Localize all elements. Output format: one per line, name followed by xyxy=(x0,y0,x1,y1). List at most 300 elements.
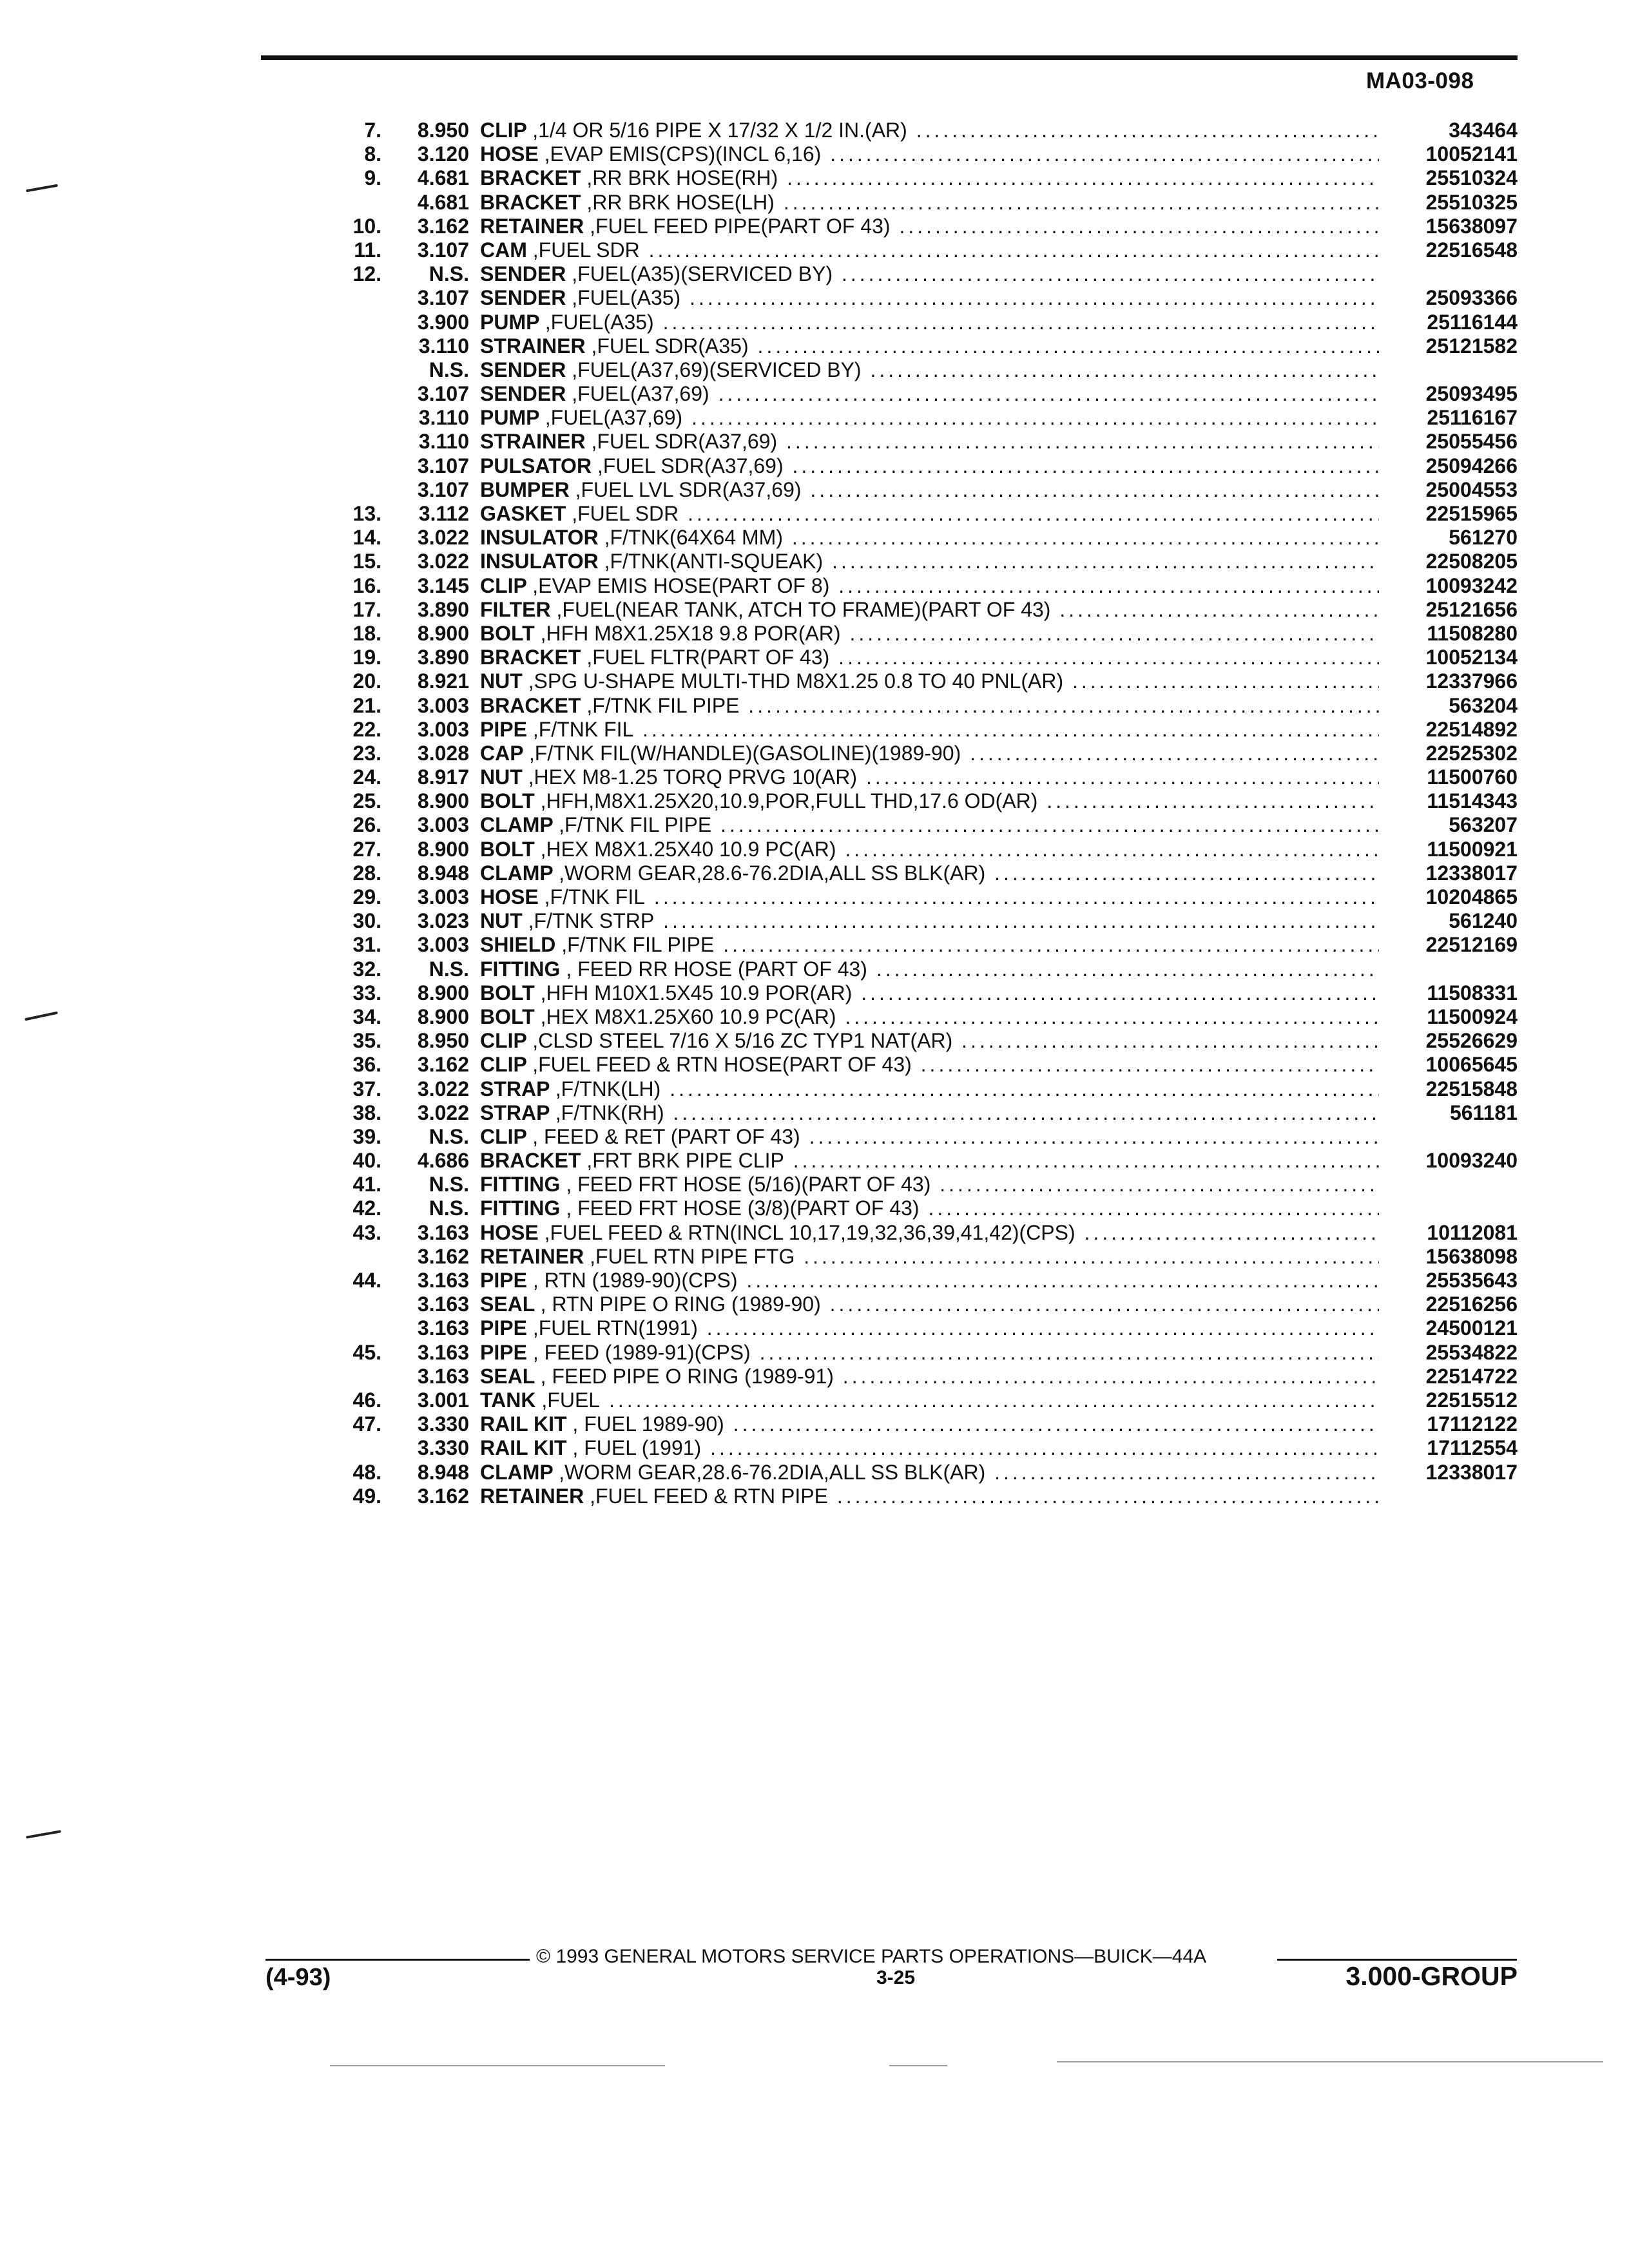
part-row xyxy=(0,694,1629,718)
group-number: 3.003 xyxy=(417,813,469,837)
part-name: STRAP xyxy=(480,1100,550,1124)
part-name: BOLT xyxy=(480,1004,535,1028)
part-description xyxy=(480,1316,1379,1340)
part-description xyxy=(480,574,1379,598)
part-row xyxy=(0,1293,1629,1316)
group-number: 3.003 xyxy=(417,693,469,717)
part-number: 10093242 xyxy=(1425,573,1518,597)
part-detail: ,FUEL FEED PIPE(PART OF 43) xyxy=(590,214,891,238)
group-number: 3.163 xyxy=(417,1269,469,1292)
item-number: 49. xyxy=(352,1484,381,1508)
part-detail: ,CLSD STEEL 7/16 X 5/16 ZC TYP1 NAT(AR) xyxy=(532,1029,953,1053)
scan-line xyxy=(889,2065,947,2066)
part-number: 11500921 xyxy=(1427,837,1518,861)
group-number: 3.163 xyxy=(417,1293,469,1316)
margin-mark xyxy=(26,1830,61,1838)
part-row xyxy=(0,166,1629,190)
item-number: 11. xyxy=(354,238,381,262)
part-name: SENDER xyxy=(480,382,566,406)
part-name: BOLT xyxy=(480,837,535,861)
part-detail: ,HEX M8X1.25X60 10.9 PC(AR) xyxy=(540,1004,836,1028)
group-number: 8.900 xyxy=(417,1004,469,1028)
part-detail: ,HFH M10X1.5X45 10.9 POR(AR) xyxy=(540,981,853,1004)
part-number: 22515965 xyxy=(1425,502,1518,525)
part-row xyxy=(0,598,1629,622)
item-number: 25. xyxy=(352,789,381,813)
part-name: HOSE xyxy=(480,1220,539,1244)
part-name: FITTING xyxy=(480,957,561,981)
item-number: 37. xyxy=(352,1077,381,1100)
part-description xyxy=(480,119,1379,142)
part-number: 22514892 xyxy=(1425,717,1518,741)
group-number: 8.900 xyxy=(417,837,469,861)
part-detail: ,RR BRK HOSE(RH) xyxy=(586,166,778,190)
part-description xyxy=(480,142,1379,166)
group-number: 4.686 xyxy=(417,1149,469,1173)
part-description xyxy=(480,1269,1379,1293)
part-detail: ,FUEL(A37,69)(SERVICED BY) xyxy=(572,358,862,381)
item-number: 9. xyxy=(364,166,381,190)
part-row xyxy=(0,861,1629,885)
part-number: 25121582 xyxy=(1425,334,1518,358)
part-detail: ,FUEL FEED & RTN HOSE(PART OF 43) xyxy=(532,1053,912,1077)
group-number: 3.107 xyxy=(417,238,469,262)
part-number: 12337966 xyxy=(1425,669,1518,693)
group-number: 3.330 xyxy=(417,1436,469,1460)
part-number: 22512169 xyxy=(1425,933,1518,957)
group-number: 3.110 xyxy=(418,430,469,454)
part-description xyxy=(480,382,1379,406)
group-number: N.S. xyxy=(429,1173,469,1196)
part-description xyxy=(480,1029,1379,1053)
group-number: N.S. xyxy=(429,1124,469,1148)
part-name: INSULATOR xyxy=(480,526,599,550)
item-number: 48. xyxy=(352,1460,381,1484)
part-detail: ,FUEL SDR(A35) xyxy=(591,334,749,358)
group-number: 3.145 xyxy=(417,573,469,597)
group-number: 3.028 xyxy=(417,741,469,765)
part-row xyxy=(0,1149,1629,1173)
part-number: 25526629 xyxy=(1425,1029,1518,1053)
part-row xyxy=(0,1101,1629,1125)
part-row xyxy=(0,334,1629,358)
part-description xyxy=(480,478,1379,502)
part-row xyxy=(0,909,1629,933)
part-description xyxy=(480,430,1379,454)
part-row xyxy=(0,550,1629,573)
part-detail: ,FUEL RTN PIPE FTG xyxy=(590,1244,795,1268)
item-number: 16. xyxy=(352,573,381,597)
part-description xyxy=(480,191,1379,215)
part-detail: ,SPG U-SHAPE MULTI-THD M8X1.25 0.8 TO 40 PNL(AR) xyxy=(528,669,1064,693)
part-number: 22515512 xyxy=(1425,1388,1518,1412)
part-description xyxy=(480,1125,1379,1149)
part-name: BOLT xyxy=(480,789,535,813)
group-number: 3.890 xyxy=(417,597,469,621)
part-name: CLAMP xyxy=(480,813,554,837)
group-number: 3.900 xyxy=(417,310,469,334)
part-description xyxy=(480,286,1379,310)
part-detail: ,FUEL(A37,69) xyxy=(572,382,709,406)
part-detail: ,F/TNK(RH) xyxy=(555,1100,664,1124)
part-row xyxy=(0,1005,1629,1029)
part-row xyxy=(0,718,1629,742)
part-detail: , FEED FRT HOSE (5/16)(PART OF 43) xyxy=(566,1173,931,1196)
part-row xyxy=(0,1029,1629,1053)
part-number: 561270 xyxy=(1449,526,1518,550)
part-name: BRACKET xyxy=(480,1149,581,1173)
group-number: 8.950 xyxy=(417,119,469,142)
part-name: BRACKET xyxy=(480,190,581,214)
part-detail: ,WORM GEAR,28.6-76.2DIA,ALL SS BLK(AR) xyxy=(559,861,986,885)
part-detail: ,F/TNK STRP xyxy=(528,909,655,933)
group-number: 3.163 xyxy=(417,1340,469,1364)
group-number: 3.163 xyxy=(417,1364,469,1388)
part-row xyxy=(0,885,1629,909)
part-number: 10052134 xyxy=(1425,646,1518,669)
part-number: 25093495 xyxy=(1425,382,1518,406)
group-number: 8.948 xyxy=(417,861,469,885)
group-number: 8.921 xyxy=(417,669,469,693)
group-number: 8.950 xyxy=(417,1029,469,1053)
part-name: BRACKET xyxy=(480,166,581,190)
part-name: CAM xyxy=(480,238,527,262)
item-number: 30. xyxy=(352,909,381,933)
group-number: 3.003 xyxy=(417,933,469,957)
item-number: 26. xyxy=(352,813,381,837)
part-number: 22516548 xyxy=(1425,238,1518,262)
part-detail: ,FUEL SDR xyxy=(532,238,640,262)
part-description xyxy=(480,334,1379,358)
part-detail: ,F/TNK(LH) xyxy=(555,1077,661,1100)
part-description xyxy=(480,502,1379,526)
page-number: 3-25 xyxy=(876,1967,916,1988)
item-number: 10. xyxy=(352,214,381,238)
parts-list xyxy=(0,119,1629,1508)
part-description xyxy=(480,933,1379,957)
part-detail: ,FUEL FLTR(PART OF 43) xyxy=(586,646,830,669)
part-number: 10052141 xyxy=(1425,142,1518,166)
part-description xyxy=(480,742,1379,765)
part-row xyxy=(0,1365,1629,1389)
part-name: CLIP xyxy=(480,119,527,142)
part-name: INSULATOR xyxy=(480,550,599,573)
part-name: PUMP xyxy=(480,406,539,430)
part-row xyxy=(0,406,1629,430)
part-detail: ,1/4 OR 5/16 PIPE X 17/32 X 1/2 IN.(AR) xyxy=(532,119,907,142)
part-row xyxy=(0,238,1629,262)
part-description xyxy=(480,598,1379,622)
part-detail: ,FUEL SDR xyxy=(572,502,679,525)
item-number: 21. xyxy=(352,693,381,717)
part-detail: ,FUEL SDR(A37,69) xyxy=(591,430,778,454)
part-name: FITTING xyxy=(480,1196,561,1220)
part-description xyxy=(480,1221,1379,1245)
part-name: STRAINER xyxy=(480,334,586,358)
part-row xyxy=(0,933,1629,957)
group-number: 4.681 xyxy=(417,190,469,214)
part-name: PIPE xyxy=(480,717,527,741)
part-number: 10065645 xyxy=(1425,1053,1518,1077)
part-row xyxy=(0,981,1629,1005)
part-name: NUT xyxy=(480,765,523,789)
group-number: 3.162 xyxy=(417,1484,469,1508)
group-number: N.S. xyxy=(429,957,469,981)
part-row xyxy=(0,789,1629,813)
part-row xyxy=(0,454,1629,478)
item-number: 31. xyxy=(352,933,381,957)
part-row xyxy=(0,1436,1629,1460)
group-number: 3.163 xyxy=(417,1316,469,1340)
group-number: 8.900 xyxy=(417,789,469,813)
group-number: N.S. xyxy=(429,358,469,381)
part-description xyxy=(480,526,1379,550)
footer-rule-left xyxy=(265,1959,530,1961)
part-name: TANK xyxy=(480,1388,536,1412)
part-row xyxy=(0,1173,1629,1196)
part-description xyxy=(480,1461,1379,1485)
part-number: 25093366 xyxy=(1425,286,1518,310)
part-name: PIPE xyxy=(480,1340,527,1364)
part-description xyxy=(480,646,1379,669)
part-row xyxy=(0,262,1629,286)
part-name: CLIP xyxy=(480,1029,527,1053)
part-row xyxy=(0,622,1629,646)
part-detail: ,FRT BRK PIPE CLIP xyxy=(586,1149,784,1173)
part-number: 563204 xyxy=(1449,693,1518,717)
part-row xyxy=(0,574,1629,598)
part-number: 11500760 xyxy=(1427,765,1518,789)
group-number: 3.001 xyxy=(417,1388,469,1412)
part-description xyxy=(480,909,1379,933)
group-number: 3.120 xyxy=(417,142,469,166)
part-row xyxy=(0,142,1629,166)
part-description xyxy=(480,166,1379,190)
part-description xyxy=(480,358,1379,382)
group-number: 3.107 xyxy=(417,454,469,477)
part-description xyxy=(480,861,1379,885)
item-number: 24. xyxy=(352,765,381,789)
part-name: BRACKET xyxy=(480,693,581,717)
part-detail: , FEED (1989-91)(CPS) xyxy=(532,1340,751,1364)
part-row xyxy=(0,502,1629,526)
part-description xyxy=(480,550,1379,573)
part-name: PIPE xyxy=(480,1316,527,1340)
item-number: 39. xyxy=(352,1124,381,1148)
part-row xyxy=(0,1389,1629,1412)
item-number: 43. xyxy=(352,1220,381,1244)
part-detail: , RTN PIPE O RING (1989-90) xyxy=(540,1293,821,1316)
item-number: 42. xyxy=(352,1196,381,1220)
item-number: 27. xyxy=(352,837,381,861)
part-description xyxy=(480,1053,1379,1077)
part-number: 25116144 xyxy=(1427,310,1518,334)
part-description xyxy=(480,406,1379,430)
item-number: 40. xyxy=(352,1149,381,1173)
part-detail: ,F/TNK FIL PIPE xyxy=(561,933,715,957)
part-number: 10093240 xyxy=(1425,1149,1518,1173)
part-detail: ,RR BRK HOSE(LH) xyxy=(586,190,775,214)
part-description xyxy=(480,1293,1379,1316)
part-number: 25004553 xyxy=(1425,477,1518,501)
part-name: CLAMP xyxy=(480,861,554,885)
item-number: 28. xyxy=(352,861,381,885)
part-row xyxy=(0,1196,1629,1220)
part-description xyxy=(480,1389,1379,1412)
part-row xyxy=(0,646,1629,669)
top-rule xyxy=(261,55,1518,60)
group-number: N.S. xyxy=(429,1196,469,1220)
item-number: 41. xyxy=(352,1173,381,1196)
part-detail: ,FUEL(NEAR TANK, ATCH TO FRAME)(PART OF 43) xyxy=(556,597,1051,621)
group-number: N.S. xyxy=(429,262,469,286)
part-name: BOLT xyxy=(480,621,535,645)
part-detail: , RTN (1989-90)(CPS) xyxy=(532,1269,738,1292)
part-name: HOSE xyxy=(480,142,539,166)
part-description xyxy=(480,1485,1379,1508)
part-row xyxy=(0,382,1629,406)
part-row xyxy=(0,1077,1629,1101)
part-detail: ,F/TNK FIL PIPE xyxy=(559,813,712,837)
part-description xyxy=(480,765,1379,789)
group-number: 4.681 xyxy=(417,166,469,190)
group-number: 8.917 xyxy=(417,765,469,789)
part-row xyxy=(0,430,1629,454)
part-description xyxy=(480,885,1379,909)
group-number: 3.330 xyxy=(417,1412,469,1436)
item-number: 47. xyxy=(352,1412,381,1436)
part-number: 561240 xyxy=(1449,909,1518,933)
part-description xyxy=(480,311,1379,334)
part-detail: ,HEX M8X1.25X40 10.9 PC(AR) xyxy=(540,837,836,861)
group-number: 3.162 xyxy=(417,1244,469,1268)
part-description xyxy=(480,454,1379,478)
part-number: 24500121 xyxy=(1425,1316,1518,1340)
part-row xyxy=(0,119,1629,142)
part-name: CLIP xyxy=(480,1053,527,1077)
part-row xyxy=(0,1269,1629,1293)
part-detail: ,FUEL LVL SDR(A37,69) xyxy=(575,477,802,501)
part-name: PIPE xyxy=(480,1269,527,1292)
part-number: 12338017 xyxy=(1425,861,1518,885)
part-row xyxy=(0,765,1629,789)
part-name: FILTER xyxy=(480,597,551,621)
revision-date: (4-93) xyxy=(265,1964,331,1991)
part-detail: ,HFH M8X1.25X18 9.8 POR(AR) xyxy=(540,621,841,645)
scan-line xyxy=(1057,2061,1603,2062)
part-description xyxy=(480,238,1379,262)
group-number: 3.022 xyxy=(417,526,469,550)
part-detail: ,EVAP EMIS HOSE(PART OF 8) xyxy=(532,573,830,597)
part-row xyxy=(0,1412,1629,1436)
part-description xyxy=(480,1173,1379,1196)
part-number: 15638097 xyxy=(1425,214,1518,238)
part-row xyxy=(0,1125,1629,1149)
part-description xyxy=(480,215,1379,238)
part-row xyxy=(0,1341,1629,1365)
document-code: MA03-098 xyxy=(1366,68,1474,93)
item-number: 14. xyxy=(352,526,381,550)
part-number: 22508205 xyxy=(1425,550,1518,573)
part-name: BUMPER xyxy=(480,477,570,501)
part-name: HOSE xyxy=(480,885,539,908)
part-description xyxy=(480,789,1379,813)
item-number: 38. xyxy=(352,1100,381,1124)
part-number: 22514722 xyxy=(1425,1364,1518,1388)
group-number: 8.900 xyxy=(417,621,469,645)
part-name: STRAINER xyxy=(480,430,586,454)
part-row xyxy=(0,526,1629,550)
group-number: 3.022 xyxy=(417,550,469,573)
item-number: 15. xyxy=(352,550,381,573)
part-detail: , FEED PIPE O RING (1989-91) xyxy=(540,1364,834,1388)
part-name: BRACKET xyxy=(480,646,581,669)
part-row xyxy=(0,813,1629,837)
part-description xyxy=(480,262,1379,286)
part-name: RETAINER xyxy=(480,214,584,238)
part-row xyxy=(0,1053,1629,1077)
part-row xyxy=(0,1485,1629,1508)
part-description xyxy=(480,718,1379,742)
footer-rule-right xyxy=(1277,1959,1517,1961)
part-description xyxy=(480,838,1379,861)
part-description xyxy=(480,1365,1379,1389)
part-description xyxy=(480,1245,1379,1269)
item-number: 23. xyxy=(352,741,381,765)
part-description xyxy=(480,1412,1379,1436)
part-name: CLIP xyxy=(480,1124,527,1148)
part-description xyxy=(480,1077,1379,1101)
part-detail: ,FUEL SDR(A37,69) xyxy=(597,454,784,477)
part-row xyxy=(0,838,1629,861)
part-name: RETAINER xyxy=(480,1484,584,1508)
part-number: 17112122 xyxy=(1427,1412,1518,1436)
part-description xyxy=(480,669,1379,693)
group-label: 3.000-GROUP xyxy=(1345,1961,1518,1991)
item-number: 7. xyxy=(364,119,381,142)
group-number: 3.110 xyxy=(418,334,469,358)
part-detail: , FUEL 1989-90) xyxy=(572,1412,724,1436)
group-number: 3.022 xyxy=(417,1077,469,1100)
part-name: SENDER xyxy=(480,358,566,381)
part-description xyxy=(480,813,1379,837)
part-name: SENDER xyxy=(480,286,566,310)
item-number: 44. xyxy=(352,1269,381,1292)
part-row xyxy=(0,191,1629,215)
part-detail: ,HEX M8-1.25 TORQ PRVG 10(AR) xyxy=(528,765,858,789)
item-number: 18. xyxy=(352,621,381,645)
part-description xyxy=(480,981,1379,1005)
part-row xyxy=(0,1245,1629,1269)
part-detail: ,F/TNK(ANTI-SQUEAK) xyxy=(604,550,824,573)
part-detail: ,HFH,M8X1.25X20,10.9,POR,FULL THD,17.6 OD(AR) xyxy=(540,789,1038,813)
part-name: STRAP xyxy=(480,1077,550,1100)
part-detail: ,FUEL RTN(1991) xyxy=(532,1316,698,1340)
item-number: 19. xyxy=(352,646,381,669)
part-name: SENDER xyxy=(480,262,566,286)
group-number: 8.948 xyxy=(417,1460,469,1484)
part-description xyxy=(480,622,1379,646)
part-name: CAP xyxy=(480,741,523,765)
group-number: 3.890 xyxy=(417,646,469,669)
part-number: 11514343 xyxy=(1427,789,1518,813)
part-number: 563207 xyxy=(1449,813,1518,837)
group-number: 3.023 xyxy=(417,909,469,933)
group-number: 3.022 xyxy=(417,1100,469,1124)
part-row xyxy=(0,215,1629,238)
part-name: FITTING xyxy=(480,1173,561,1196)
item-number: 46. xyxy=(352,1388,381,1412)
